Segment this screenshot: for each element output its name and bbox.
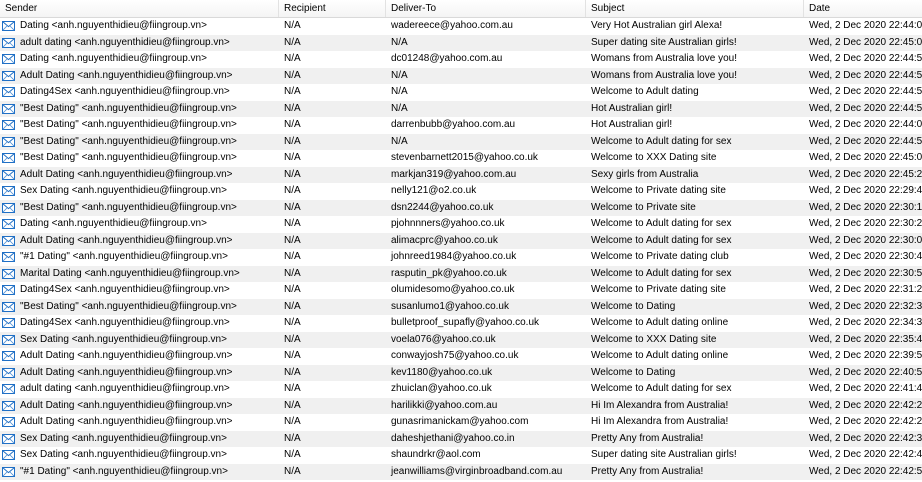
deliver-to-cell: susanlumo1@yahoo.co.uk [391, 300, 509, 312]
sender-text: Adult Dating <anh.nguyenthidieu@fiingroup.vn> [20, 399, 233, 411]
table-row[interactable] [0, 464, 922, 481]
sender-cell [0, 249, 279, 266]
envelope-icon [2, 203, 15, 213]
sender-text: "#1 Dating" <anh.nguyenthidieu@fiingroup.vn> [20, 251, 228, 262]
deliver-to-cell: N/A [391, 86, 408, 97]
column-header-recipient[interactable]: Recipient [279, 0, 386, 17]
date-cell: Wed, 2 Dec 2020 22:40:5 [809, 366, 922, 378]
sender-text: "Best Dating" <anh.nguyenthidieu@fiingroup.vn> [20, 300, 237, 312]
date-cell: Wed, 2 Dec 2020 22:30:0 [809, 234, 922, 246]
envelope-icon [2, 170, 15, 180]
subject-cell: Welcome to Adult dating [591, 86, 699, 97]
recipient-cell: N/A [284, 36, 301, 48]
sender-text: Adult Dating <anh.nguyenthidieu@fiingroup.vn> [20, 69, 233, 81]
envelope-icon [2, 318, 15, 328]
date-cell: Wed, 2 Dec 2020 22:42:4 [809, 449, 922, 460]
deliver-to-cell: zhuiclan@yahoo.co.uk [391, 383, 492, 394]
subject-cell: Welcome to Adult dating for sex [591, 218, 732, 229]
date-cell: Wed, 2 Dec 2020 22:42:2 [809, 399, 922, 411]
table-row[interactable] [0, 315, 922, 332]
table-row[interactable] [0, 216, 922, 233]
envelope-icon [2, 351, 15, 361]
recipient-cell: N/A [284, 317, 301, 328]
date-cell: Wed, 2 Dec 2020 22:34:3 [809, 317, 922, 328]
recipient-cell: N/A [284, 185, 301, 196]
recipient-cell: N/A [284, 119, 301, 130]
sender-cell [0, 315, 279, 332]
sender-text: "Best Dating" <anh.nguyenthidieu@fiingroup.vn> [20, 119, 237, 130]
deliver-to-cell: N/A [391, 135, 408, 147]
sender-text: "Best Dating" <anh.nguyenthidieu@fiingroup.vn> [20, 102, 237, 114]
date-cell: Wed, 2 Dec 2020 22:45:0 [809, 36, 922, 48]
deliver-to-cell: markjan319@yahoo.com.au [391, 168, 517, 180]
date-cell: Wed, 2 Dec 2020 22:32:3 [809, 300, 922, 312]
subject-cell: Welcome to Dating [591, 300, 676, 312]
column-header-deliver-to[interactable]: Deliver-To [386, 0, 586, 17]
column-header-sender[interactable]: Sender [0, 0, 279, 17]
table-row[interactable] [0, 365, 922, 382]
deliver-to-cell: kev1180@yahoo.co.uk [391, 366, 493, 378]
sender-cell [0, 150, 279, 167]
sender-cell [0, 35, 279, 52]
recipient-cell: N/A [284, 234, 301, 246]
subject-cell: Hi Im Alexandra from Australia! [591, 399, 729, 411]
deliver-to-cell: dc01248@yahoo.com.au [391, 53, 503, 64]
deliver-to-cell: harilikki@yahoo.com.au [391, 399, 498, 411]
subject-cell: Welcome to Adult dating for sex [591, 234, 732, 246]
sender-cell [0, 414, 279, 431]
sender-cell [0, 266, 279, 283]
envelope-icon [2, 252, 15, 262]
table-row[interactable] [0, 381, 922, 398]
envelope-icon [2, 285, 15, 295]
table-row[interactable] [0, 68, 922, 85]
sender-cell [0, 183, 279, 200]
date-cell: Wed, 2 Dec 2020 22:44:5 [809, 102, 922, 114]
deliver-to-cell: dsn2244@yahoo.co.uk [391, 201, 494, 213]
recipient-cell: N/A [284, 350, 301, 361]
sender-cell [0, 464, 279, 481]
deliver-to-cell: olumidesomo@yahoo.co.uk [391, 284, 515, 295]
column-header-row [0, 0, 922, 18]
recipient-cell: N/A [284, 168, 301, 180]
date-cell: Wed, 2 Dec 2020 22:41:4 [809, 383, 922, 394]
envelope-icon [2, 137, 15, 147]
date-cell: Wed, 2 Dec 2020 22:39:5 [809, 350, 922, 361]
sender-cell [0, 68, 279, 85]
date-cell: Wed, 2 Dec 2020 22:31:2 [809, 284, 922, 295]
sender-cell [0, 51, 279, 68]
subject-cell: Welcome to Private dating site [591, 284, 726, 295]
date-cell: Wed, 2 Dec 2020 22:44:0 [809, 119, 922, 130]
sender-text: Adult Dating <anh.nguyenthidieu@fiingroup.vn> [20, 350, 233, 361]
table-row[interactable] [0, 299, 922, 316]
sender-cell [0, 381, 279, 398]
table-row[interactable] [0, 117, 922, 134]
table-row[interactable] [0, 266, 922, 283]
deliver-to-cell: pjohnnners@yahoo.co.uk [391, 218, 505, 229]
envelope-icon [2, 384, 15, 394]
sender-text: Sex Dating <anh.nguyenthidieu@fiingroup.vn> [20, 185, 227, 196]
sender-text: "Best Dating" <anh.nguyenthidieu@fiingroup.vn> [20, 152, 237, 163]
deliver-to-cell: voela076@yahoo.co.uk [391, 333, 496, 345]
deliver-to-cell: alimacprc@yahoo.co.uk [391, 234, 498, 246]
sender-text: Dating <anh.nguyenthidieu@fiingroup.vn> [20, 20, 207, 31]
envelope-icon [2, 120, 15, 130]
sender-text: Sex Dating <anh.nguyenthidieu@fiingroup.vn> [20, 449, 227, 460]
date-cell: Wed, 2 Dec 2020 22:30:2 [809, 218, 922, 229]
envelope-icon [2, 450, 15, 460]
sender-cell [0, 233, 279, 250]
sender-text: Adult Dating <anh.nguyenthidieu@fiingroup.vn> [20, 168, 233, 180]
date-cell: Wed, 2 Dec 2020 22:44:5 [809, 86, 922, 97]
subject-cell: Super dating site Australian girls! [591, 36, 737, 48]
table-row[interactable] [0, 150, 922, 167]
envelope-icon [2, 87, 15, 97]
subject-cell: Sexy girls from Australia [591, 168, 699, 180]
envelope-icon [2, 417, 15, 427]
table-row[interactable] [0, 249, 922, 266]
deliver-to-cell: jeanwilliams@virginbroadband.com.au [391, 465, 563, 477]
sender-text: Dating <anh.nguyenthidieu@fiingroup.vn> [20, 53, 207, 64]
envelope-icon [2, 269, 15, 279]
table-row[interactable] [0, 398, 922, 415]
deliver-to-cell: shaundrkr@aol.com [391, 449, 481, 460]
subject-cell: Welcome to Private site [591, 201, 696, 213]
recipient-cell: N/A [284, 69, 301, 81]
sender-cell [0, 282, 279, 299]
envelope-icon [2, 38, 15, 48]
subject-cell: Welcome to Adult dating for sex [591, 267, 732, 279]
date-cell: Wed, 2 Dec 2020 22:44:5 [809, 53, 922, 64]
table-row[interactable] [0, 18, 922, 35]
recipient-cell: N/A [284, 267, 301, 279]
sender-cell [0, 348, 279, 365]
deliver-to-cell: stevenbarnett2015@yahoo.co.uk [391, 152, 538, 163]
table-row[interactable] [0, 431, 922, 448]
subject-cell: Womans from Australia love you! [591, 53, 737, 64]
recipient-cell: N/A [284, 416, 301, 427]
date-cell: Wed, 2 Dec 2020 22:29:4 [809, 185, 922, 196]
sender-text: adult dating <anh.nguyenthidieu@fiingroup.vn> [20, 36, 230, 48]
envelope-icon [2, 71, 15, 81]
sender-cell [0, 299, 279, 316]
sender-text: "Best Dating" <anh.nguyenthidieu@fiingroup.vn> [20, 201, 237, 213]
deliver-to-cell: nelly121@o2.co.uk [391, 185, 477, 196]
date-cell: Wed, 2 Dec 2020 22:45:0 [809, 152, 922, 163]
envelope-icon [2, 335, 15, 345]
sender-text: Sex Dating <anh.nguyenthidieu@fiingroup.vn> [20, 432, 227, 444]
envelope-icon [2, 21, 15, 31]
sender-cell [0, 101, 279, 118]
subject-cell: Hi Im Alexandra from Australia! [591, 416, 729, 427]
envelope-icon [2, 236, 15, 246]
date-cell: Wed, 2 Dec 2020 22:42:3 [809, 432, 922, 444]
envelope-icon [2, 219, 15, 229]
sender-cell [0, 117, 279, 134]
deliver-to-cell: bulletproof_supafly@yahoo.co.uk [391, 317, 540, 328]
date-cell: Wed, 2 Dec 2020 22:42:5 [809, 465, 922, 477]
recipient-cell: N/A [284, 333, 301, 345]
subject-cell: Welcome to Private dating site [591, 185, 726, 196]
sender-cell [0, 447, 279, 464]
sender-text: Dating4Sex <anh.nguyenthidieu@fiingroup.vn> [20, 284, 230, 295]
date-cell: Wed, 2 Dec 2020 22:30:1 [809, 201, 922, 213]
subject-cell: Welcome to Private dating club [591, 251, 729, 262]
table-row[interactable] [0, 332, 922, 349]
recipient-cell: N/A [284, 135, 301, 147]
subject-cell: Pretty Any from Australia! [591, 432, 704, 444]
recipient-cell: N/A [284, 432, 301, 444]
table-row[interactable] [0, 84, 922, 101]
sender-cell [0, 84, 279, 101]
recipient-cell: N/A [284, 399, 301, 411]
envelope-icon [2, 434, 15, 444]
subject-cell: Super dating site Australian girls! [591, 449, 737, 460]
sender-text: adult dating <anh.nguyenthidieu@fiingroup.vn> [20, 383, 230, 394]
sender-cell [0, 134, 279, 151]
date-cell: Wed, 2 Dec 2020 22:44:5 [809, 135, 922, 147]
subject-cell: Welcome to Dating [591, 366, 676, 378]
table-row[interactable] [0, 200, 922, 217]
date-cell: Wed, 2 Dec 2020 22:35:4 [809, 333, 922, 345]
subject-cell: Womans from Australia love you! [591, 69, 737, 81]
date-cell: Wed, 2 Dec 2020 22:44:5 [809, 69, 922, 81]
message-rows [0, 18, 922, 480]
deliver-to-cell: johnreed1984@yahoo.co.uk [391, 251, 517, 262]
sender-text: Sex Dating <anh.nguyenthidieu@fiingroup.vn> [20, 333, 227, 345]
deliver-to-cell: wadereece@yahoo.com.au [391, 20, 513, 31]
table-row[interactable] [0, 134, 922, 151]
subject-cell: Hot Australian girl! [591, 102, 673, 114]
sender-cell [0, 398, 279, 415]
column-header-date[interactable]: Date [809, 3, 831, 14]
deliver-to-cell: darrenbubb@yahoo.com.au [391, 119, 516, 130]
table-row[interactable] [0, 414, 922, 431]
table-row[interactable] [0, 101, 922, 118]
recipient-cell: N/A [284, 86, 301, 97]
table-row[interactable] [0, 167, 922, 184]
recipient-cell: N/A [284, 218, 301, 229]
sender-cell [0, 332, 279, 349]
sender-cell [0, 18, 279, 35]
subject-cell: Welcome to Adult dating for sex [591, 383, 732, 394]
date-cell: Wed, 2 Dec 2020 22:30:4 [809, 251, 922, 262]
sender-cell [0, 167, 279, 184]
date-cell: Wed, 2 Dec 2020 22:45:2 [809, 168, 922, 180]
sender-text: Dating <anh.nguyenthidieu@fiingroup.vn> [20, 218, 207, 229]
recipient-cell: N/A [284, 152, 301, 163]
recipient-cell: N/A [284, 284, 301, 295]
subject-cell: Welcome to XXX Dating site [591, 152, 717, 163]
sender-text: Marital Dating <anh.nguyenthidieu@fiingroup.vn> [20, 267, 240, 279]
sender-text: Adult Dating <anh.nguyenthidieu@fiingroup.vn> [20, 366, 233, 378]
table-row[interactable] [0, 35, 922, 52]
sender-text: Dating4Sex <anh.nguyenthidieu@fiingroup.vn> [20, 317, 230, 328]
recipient-cell: N/A [284, 251, 301, 262]
envelope-icon [2, 401, 15, 411]
recipient-cell: N/A [284, 383, 301, 394]
date-cell: Wed, 2 Dec 2020 22:30:5 [809, 267, 922, 279]
sender-cell [0, 216, 279, 233]
deliver-to-cell: N/A [391, 36, 408, 48]
recipient-cell: N/A [284, 20, 301, 31]
deliver-to-cell: gunasrimanickam@yahoo.com [391, 416, 529, 427]
column-header-subject[interactable]: Subject [586, 0, 804, 17]
table-row[interactable] [0, 348, 922, 365]
envelope-icon [2, 54, 15, 64]
table-row[interactable] [0, 183, 922, 200]
table-row[interactable] [0, 233, 922, 250]
sender-text: "#1 Dating" <anh.nguyenthidieu@fiingroup.vn> [20, 465, 228, 477]
subject-cell: Welcome to XXX Dating site [591, 333, 717, 345]
deliver-to-cell: N/A [391, 102, 408, 114]
sender-text: Adult Dating <anh.nguyenthidieu@fiingroup.vn> [20, 416, 233, 427]
recipient-cell: N/A [284, 102, 301, 114]
date-cell: Wed, 2 Dec 2020 22:44:0 [809, 20, 922, 31]
recipient-cell: N/A [284, 53, 301, 64]
envelope-icon [2, 302, 15, 312]
subject-cell: Very Hot Australian girl Alexa! [591, 20, 723, 31]
recipient-cell: N/A [284, 201, 301, 213]
sender-text: Dating4Sex <anh.nguyenthidieu@fiingroup.vn> [20, 86, 230, 97]
table-row[interactable] [0, 282, 922, 299]
recipient-cell: N/A [284, 300, 301, 312]
sender-cell [0, 431, 279, 448]
table-row[interactable] [0, 51, 922, 68]
deliver-to-cell: N/A [391, 69, 408, 81]
deliver-to-cell: rasputin_pk@yahoo.co.uk [391, 267, 507, 279]
subject-cell: Welcome to Adult dating online [591, 317, 729, 328]
sender-cell [0, 200, 279, 217]
recipient-cell: N/A [284, 449, 301, 460]
envelope-icon [2, 186, 15, 196]
subject-cell: Welcome to Adult dating for sex [591, 135, 732, 147]
envelope-icon [2, 368, 15, 378]
sender-cell [0, 365, 279, 382]
sender-text: Adult Dating <anh.nguyenthidieu@fiingroup.vn> [20, 234, 233, 246]
table-row[interactable] [0, 447, 922, 464]
subject-cell: Welcome to Adult dating online [591, 350, 729, 361]
date-cell: Wed, 2 Dec 2020 22:42:2 [809, 416, 922, 427]
deliver-to-cell: conwayjosh75@yahoo.co.uk [391, 350, 519, 361]
subject-cell: Pretty Any from Australia! [591, 465, 704, 477]
recipient-cell: N/A [284, 366, 301, 378]
recipient-cell: N/A [284, 465, 301, 477]
subject-cell: Hot Australian girl! [591, 119, 673, 130]
envelope-icon [2, 104, 15, 114]
envelope-icon [2, 153, 15, 163]
sender-text: "Best Dating" <anh.nguyenthidieu@fiingroup.vn> [20, 135, 237, 147]
envelope-icon [2, 467, 15, 477]
deliver-to-cell: daheshjethani@yahoo.co.in [391, 432, 515, 444]
